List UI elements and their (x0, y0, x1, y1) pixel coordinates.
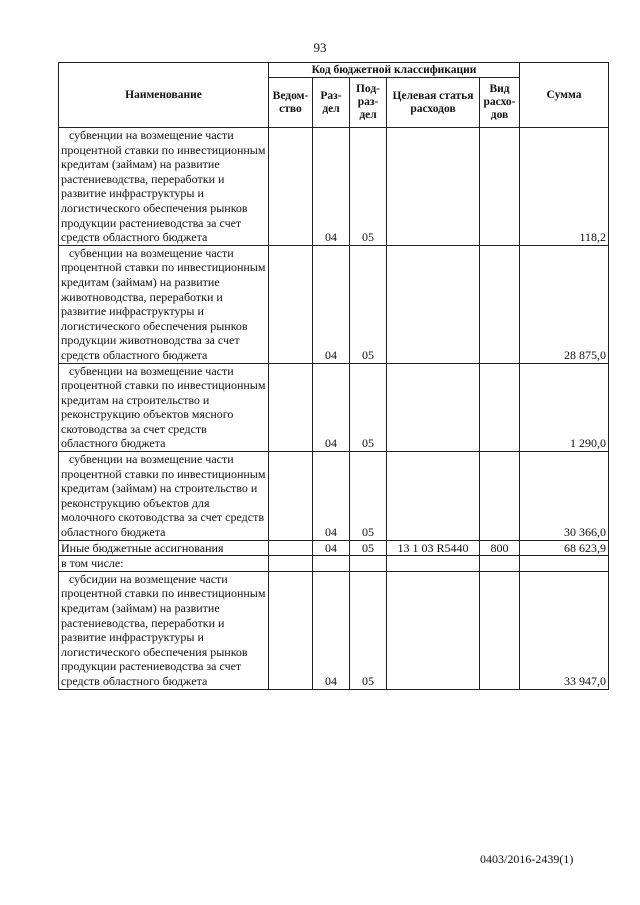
cell-ved (269, 245, 313, 363)
cell-target-article: 13 1 03 R5440 (387, 540, 480, 556)
budget-table (58, 62, 609, 690)
cell-expense-type (480, 571, 520, 689)
cell-target-article (387, 128, 480, 246)
cell-podrazdel: 05 (350, 128, 387, 246)
cell-podrazdel (350, 556, 387, 572)
table-row (59, 571, 609, 689)
header-expense-type: Вид расхо-дов (480, 78, 520, 128)
cell-ved (269, 363, 313, 452)
cell-expense-type (480, 452, 520, 541)
header-target-article: Целевая статья расходов (387, 78, 480, 128)
cell-expense-type: 800 (480, 540, 520, 556)
table-row (59, 245, 609, 363)
cell-sum: 30 366,0 (520, 452, 609, 541)
table-row (59, 363, 609, 452)
cell-razdel: 04 (313, 571, 350, 689)
cell-expense-type (480, 128, 520, 246)
cell-razdel: 04 (313, 540, 350, 556)
header-razdel: Раз-дел (313, 78, 350, 128)
cell-sum: 33 947,0 (520, 571, 609, 689)
cell-name: в том числе: (59, 556, 269, 572)
cell-sum: 118,2 (520, 128, 609, 246)
cell-target-article (387, 245, 480, 363)
cell-podrazdel: 05 (350, 245, 387, 363)
table-row (59, 556, 609, 572)
table-row (59, 540, 609, 556)
cell-razdel: 04 (313, 245, 350, 363)
cell-name: субвенции на возмещение части процентной ставки по инвестиционным кредитам (займам) на строительство и реконструкцию объектов для молочного скотоводства за счет средств областного бюджета (59, 452, 269, 541)
header-name: Наименование (59, 63, 269, 128)
cell-name: субвенции на возмещение части процентной ставки по инвестиционным кредитам (займам) на развитие растениеводства, переработки и развитие инфраструктуры и логистического обеспечения рынков продукции растениеводства за счет средств областного бюджета (59, 128, 269, 246)
cell-expense-type (480, 363, 520, 452)
header-sum: Сумма (520, 63, 609, 128)
cell-name: субвенции на возмещение части процентной ставки по инвестиционным кредитам на строительство и реконструкцию объектов мясного скотоводства за счет средств областного бюджета (59, 363, 269, 452)
cell-sum: 1 290,0 (520, 363, 609, 452)
cell-ved (269, 556, 313, 572)
document-code: 0403/2016-2439(1) (480, 852, 574, 866)
cell-podrazdel: 05 (350, 452, 387, 541)
cell-ved (269, 571, 313, 689)
cell-expense-type (480, 556, 520, 572)
header-podrazdel: Под-раз-дел (350, 78, 387, 128)
table-row (59, 128, 609, 246)
header-classification-code: Код бюджетной классификации (269, 63, 520, 78)
page-number: 93 (313, 40, 327, 55)
cell-podrazdel: 05 (350, 571, 387, 689)
cell-expense-type (480, 245, 520, 363)
cell-name: субвенции на возмещение части процентной ставки по инвестиционным кредитам (займам) на развитие животноводства, переработки и развитие инфраструктуры и логистического обеспечения рынков продукции животноводства за счет средств областного бюджета (59, 245, 269, 363)
cell-target-article (387, 556, 480, 572)
cell-target-article (387, 452, 480, 541)
cell-name: субсидии на возмещение части процентной ставки по инвестиционным кредитам (займам) на развитие растениеводства, переработки и развитие инфраструктуры и логистического обеспечения рынков продукции растениеводства за счет средств областного бюджета (59, 571, 269, 689)
cell-podrazdel: 05 (350, 363, 387, 452)
cell-sum: 68 623,9 (520, 540, 609, 556)
cell-podrazdel: 05 (350, 540, 387, 556)
cell-razdel: 04 (313, 128, 350, 246)
cell-ved (269, 128, 313, 246)
header-ved: Ведом-ство (269, 78, 313, 128)
cell-target-article (387, 363, 480, 452)
cell-ved (269, 452, 313, 541)
cell-razdel: 04 (313, 363, 350, 452)
cell-ved (269, 540, 313, 556)
cell-razdel (313, 556, 350, 572)
cell-target-article (387, 571, 480, 689)
table-row (59, 452, 609, 541)
cell-sum (520, 556, 609, 572)
cell-name: Иные бюджетные ассигнования (59, 540, 269, 556)
cell-razdel: 04 (313, 452, 350, 541)
cell-sum: 28 875,0 (520, 245, 609, 363)
